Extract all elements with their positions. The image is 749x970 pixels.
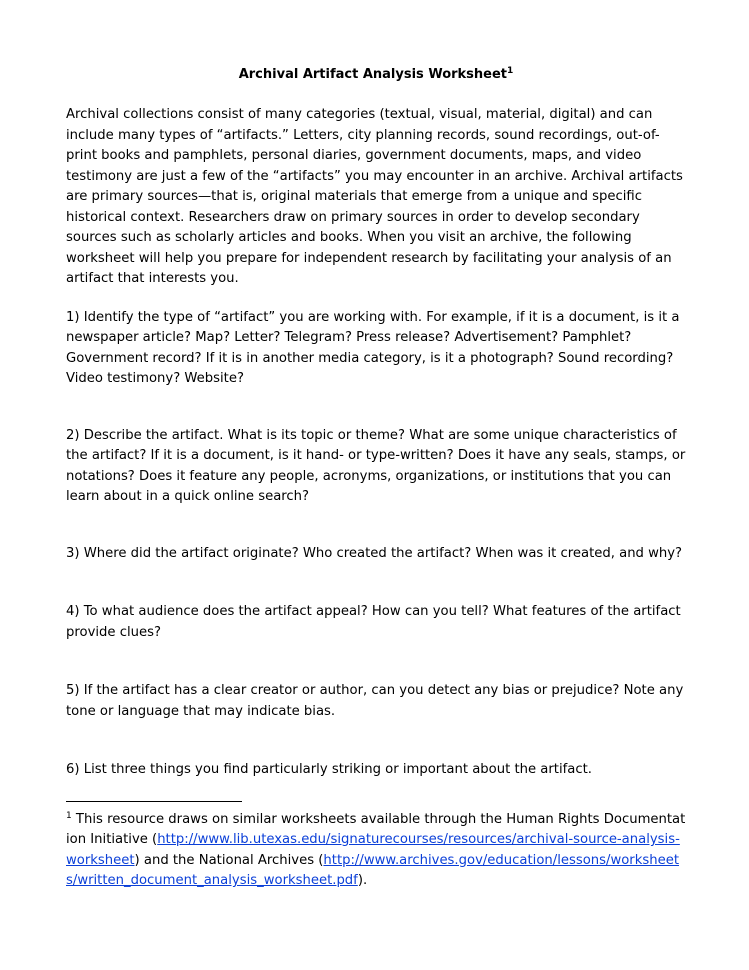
question-2: 2) Describe the artifact. What is its topic or theme? What are some unique characteristics of the artifact? If it is a document, is it hand- or type-written? Does it have any seals, stamps, or notations? Does it feature any people, acronyms, organizations, or institutions that you can learn about in a quick online search?	[66, 427, 686, 504]
footnote-text-3: ).	[357, 873, 368, 888]
footnote-link-archives[interactable]: http://www.archives.gov/education/lessons/worksheets/written_document_analysis_worksheet.pdf	[66, 852, 679, 888]
footnote-marker: 1	[66, 810, 72, 821]
footnote-text-1: This resource draws on similar worksheets available through the Human Rights Documentation Initiative (	[66, 811, 686, 847]
page-title	[66, 66, 686, 84]
question-5: 5) If the artifact has a clear creator or author, can you detect any bias or prejudice? Note any tone or language that may indicate bias.	[66, 683, 684, 719]
intro-paragraph: Archival collections consist of many categories (textual, visual, material, digital) and can include many types of “artifacts.” Letters, city planning records, sound recordings, out-of-print books and pamphlets, personal diaries, government documents, maps, and video testimony are just a few of the “artifacts” you may encounter in an archive. Archival artifacts are primary sources—that is, original materials that emerge from a unique and specific historical context. Researchers draw on primary sources in order to develop secondary sources such as scholarly articles and books. When you visit an archive, the following worksheet will help you prepare for independent research by facilitating your analysis of an artifact that interests you.	[66, 107, 683, 286]
worksheet-page	[66, 66, 686, 892]
footnote-separator	[66, 801, 242, 802]
footnote-link-utexas[interactable]: http://www.lib.utexas.edu/signaturecourses/resources/archival-source-analysis-worksheet	[66, 832, 680, 868]
footnote	[66, 810, 686, 892]
title-text: Archival Artifact Analysis Worksheet	[238, 67, 508, 82]
question-4: 4) To what audience does the artifact appeal? How can you tell? What features of the artifact provide clues?	[66, 604, 681, 640]
footnote-text-2: ) and the National Archives (	[134, 852, 324, 868]
title-footnote-marker: 1	[507, 66, 514, 76]
question-1: 1) Identify the type of “artifact” you are working with. For example, if it is a document, is it a newspaper article? Map? Letter? Telegram? Press release? Advertisement? Pamphlet? Government record? If it is in another media category, is it a photograph? Sound recording? Video testimony? Website?	[66, 309, 680, 386]
question-3: 3) Where did the artifact originate? Who created the artifact? When was it created, and why?	[66, 545, 683, 561]
question-6: 6) List three things you find particularly striking or important about the artifact.	[66, 762, 592, 777]
